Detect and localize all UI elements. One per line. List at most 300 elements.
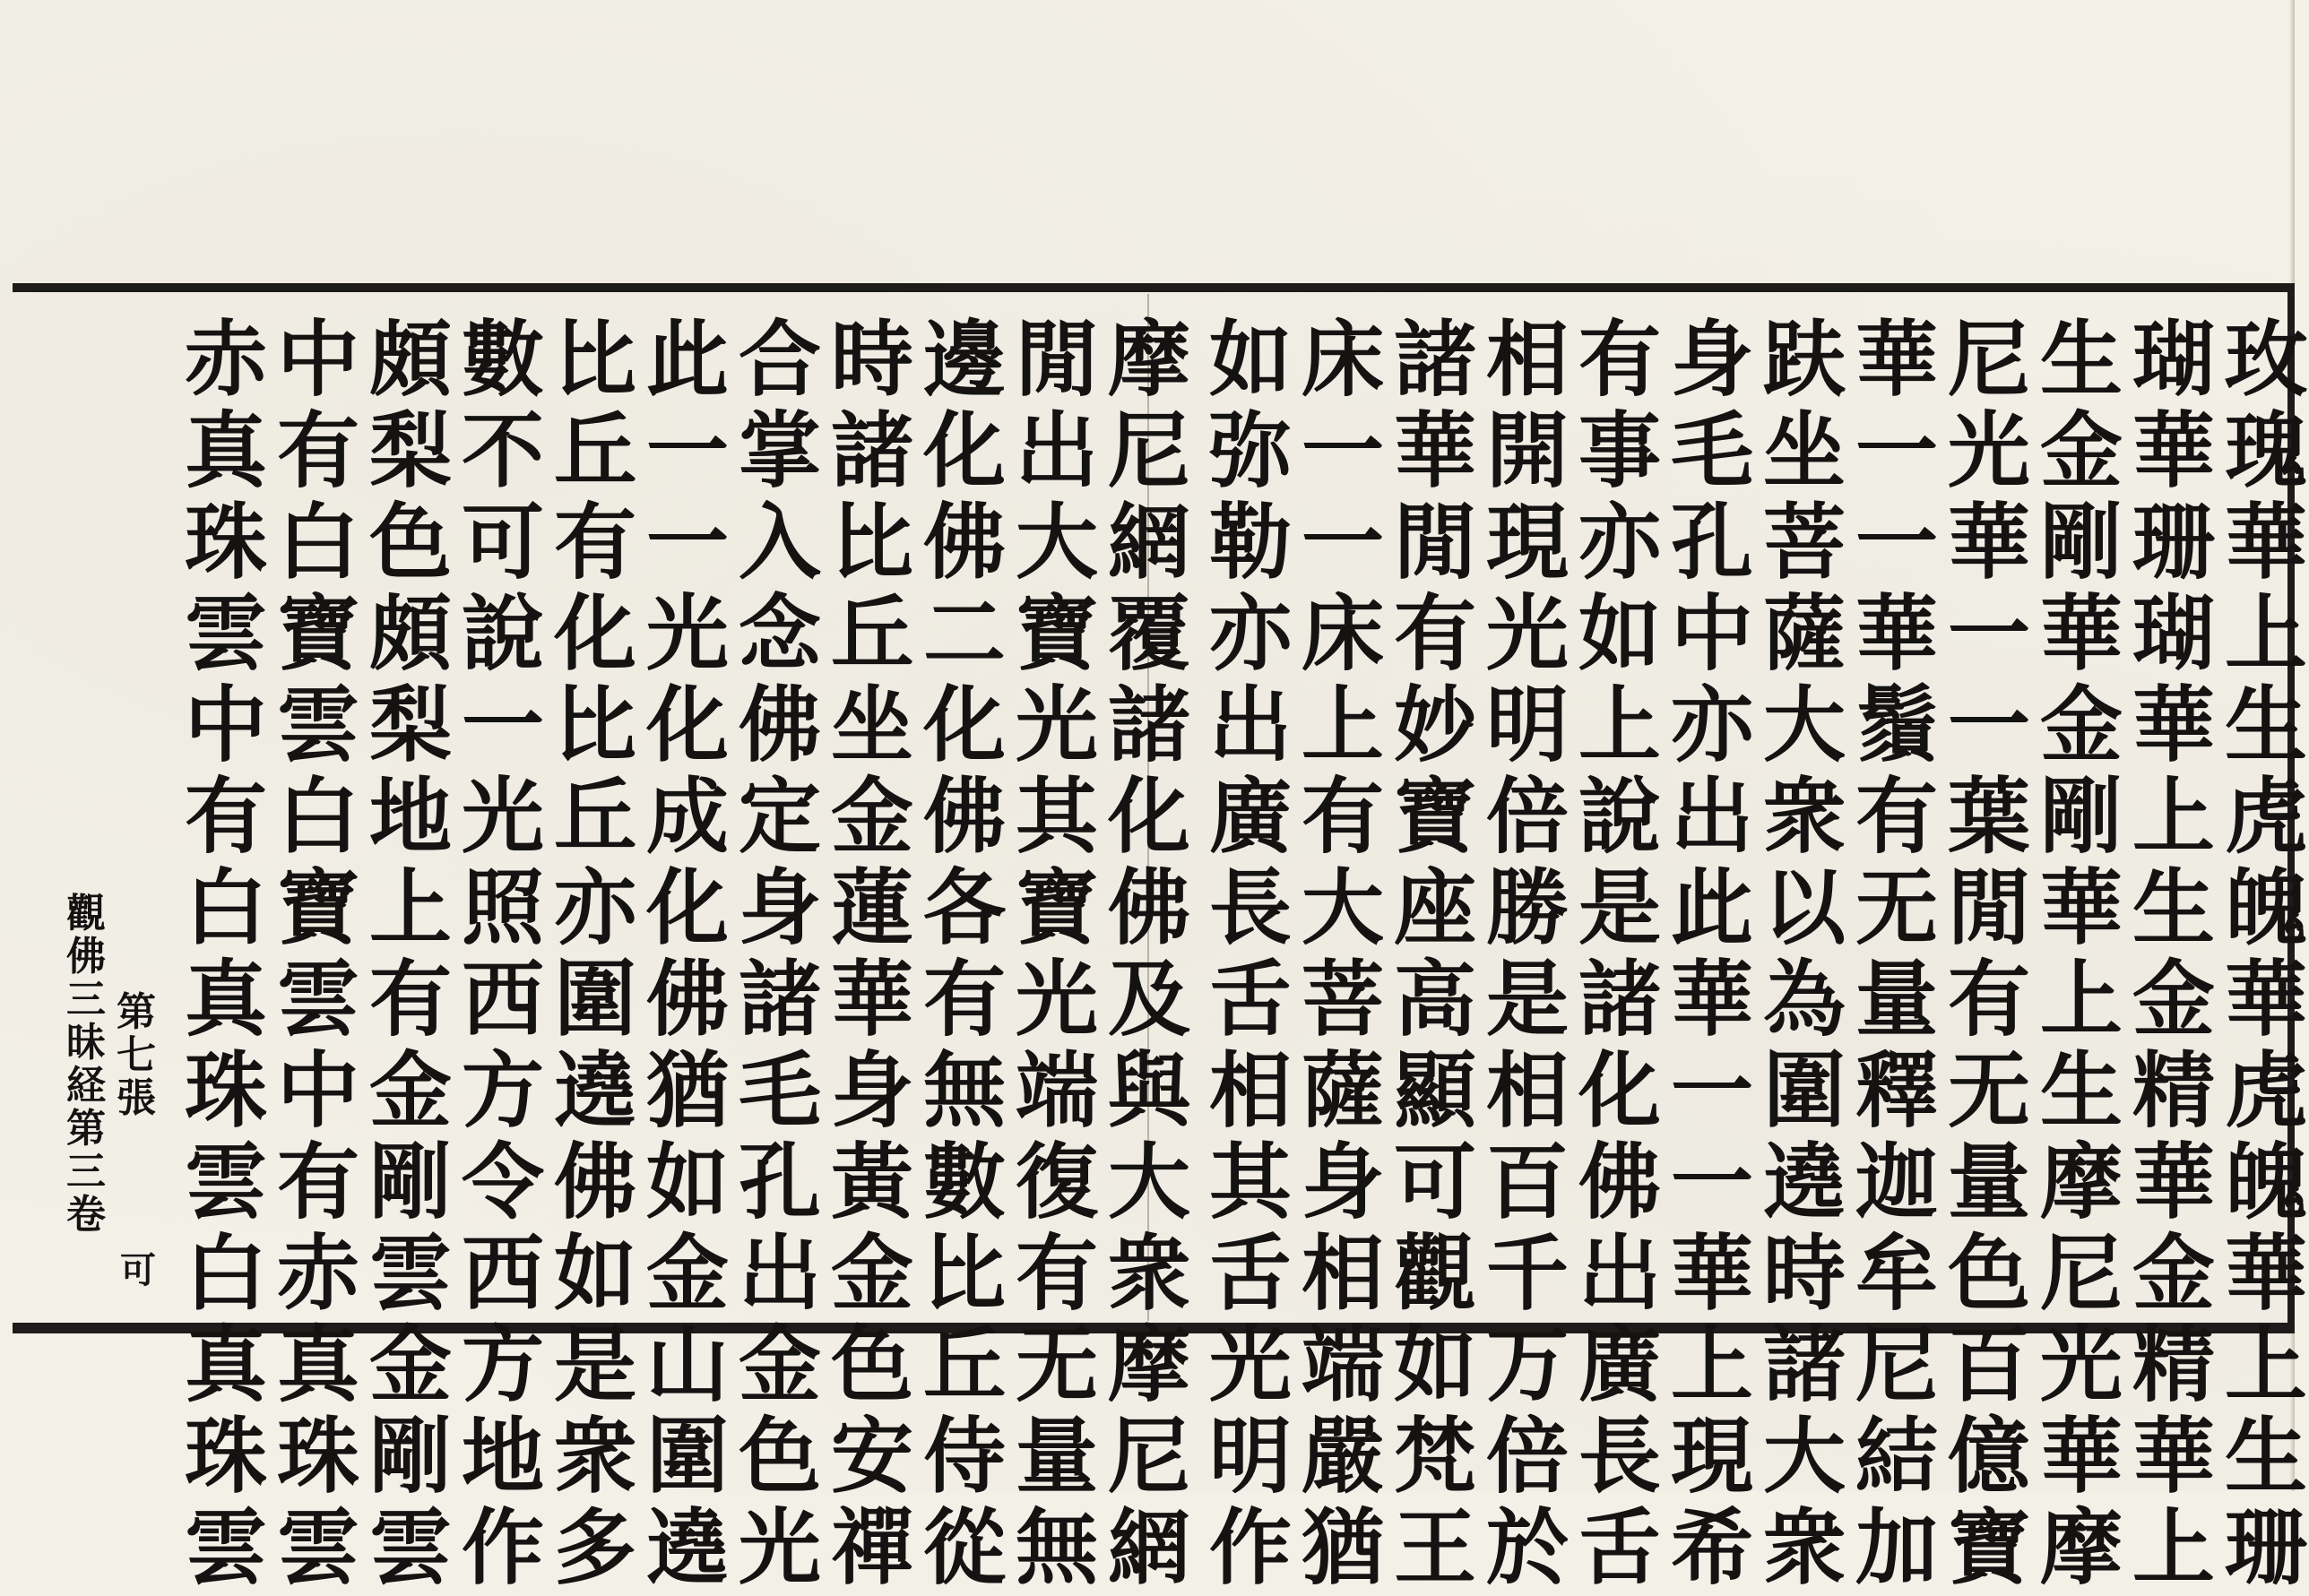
glyph: 剛 xyxy=(368,1408,452,1505)
glyph: 頗 xyxy=(368,585,452,682)
glyph: 念 xyxy=(738,585,821,682)
glyph: 生 xyxy=(2039,311,2123,408)
glyph: 時 xyxy=(1762,1225,1846,1322)
glyph: 猶 xyxy=(645,1042,729,1139)
glyph: 華 xyxy=(2039,1408,2123,1505)
glyph: 一 xyxy=(1855,494,1938,591)
glyph: 寶 xyxy=(276,585,359,682)
glyph: 復 xyxy=(1015,1134,1098,1230)
glyph: 梵 xyxy=(1393,1408,1476,1505)
glyph: 佛 xyxy=(922,494,1006,591)
glyph: 昧 xyxy=(66,1020,106,1065)
glyph: 地 xyxy=(461,1408,544,1505)
text-column xyxy=(1484,311,1570,1596)
glyph: 光 xyxy=(645,585,729,682)
glyph: 有 xyxy=(1015,1225,1098,1322)
glyph: 有 xyxy=(184,768,267,865)
glyph: 比 xyxy=(553,677,636,773)
glyph: 七 xyxy=(117,1032,156,1078)
glyph: 廣 xyxy=(1578,1316,1661,1413)
glyph: 趺 xyxy=(1762,311,1846,408)
glyph: 如 xyxy=(553,1225,636,1322)
glyph: 赤 xyxy=(184,311,267,408)
glyph: 方 xyxy=(461,1316,544,1413)
glyph: 諸 xyxy=(1393,311,1476,408)
glyph: 現 xyxy=(1670,1408,1753,1505)
glyph: 相 xyxy=(1485,1042,1569,1139)
glyph: 明 xyxy=(1485,677,1569,773)
glyph: 華 xyxy=(2224,1225,2307,1322)
glyph: 上 xyxy=(2224,1316,2307,1413)
glyph: 珠 xyxy=(276,1408,359,1505)
text-column xyxy=(829,311,915,1596)
glyph: 量 xyxy=(1855,951,1938,1048)
glyph: 勝 xyxy=(1485,859,1569,956)
glyph: 雲 xyxy=(276,677,359,773)
glyph: 此 xyxy=(645,311,729,408)
glyph: 閒 xyxy=(1393,494,1476,591)
glyph: 経 xyxy=(66,1063,106,1109)
glyph: 第 xyxy=(117,989,156,1035)
glyph: 禪 xyxy=(830,1499,913,1596)
glyph: 無 xyxy=(922,1042,1006,1139)
glyph: 有 xyxy=(1393,585,1476,682)
glyph: 一 xyxy=(645,402,729,499)
text-column xyxy=(2038,311,2124,1596)
glyph: 華 xyxy=(1670,1225,1753,1322)
glyph: 金 xyxy=(2132,951,2215,1048)
glyph: 毛 xyxy=(1670,402,1753,499)
glyph: 精 xyxy=(2132,1316,2215,1413)
glyph: 開 xyxy=(1485,402,1569,499)
glyph: 及 xyxy=(1107,951,1190,1048)
glyph: 一 xyxy=(1670,1134,1753,1230)
glyph: 虎 xyxy=(2224,768,2307,865)
glyph: 有 xyxy=(1947,951,2030,1048)
glyph: 量 xyxy=(1947,1134,2030,1230)
glyph: 寶 xyxy=(276,859,359,956)
glyph: 侍 xyxy=(922,1408,1006,1505)
glyph: 一 xyxy=(1301,494,1384,591)
glyph: 舌 xyxy=(1208,951,1292,1048)
glyph: 雲 xyxy=(184,1134,267,1230)
glyph: 說 xyxy=(1578,768,1661,865)
glyph: 金 xyxy=(368,1042,452,1139)
glyph: 不 xyxy=(461,402,544,499)
glyph: 第 xyxy=(66,1106,106,1152)
glyph: 上 xyxy=(2132,768,2215,865)
glyph: 從 xyxy=(922,1499,1006,1596)
glyph: 大 xyxy=(1015,494,1098,591)
glyph: 遶 xyxy=(553,1042,636,1139)
glyph: 珠 xyxy=(184,1408,267,1505)
glyph: 孔 xyxy=(738,1134,821,1230)
glyph: 玫 xyxy=(2224,311,2307,408)
glyph: 雲 xyxy=(276,1499,359,1596)
glyph: 結 xyxy=(1855,1408,1938,1505)
glyph: 掌 xyxy=(738,402,821,499)
glyph: 如 xyxy=(1208,311,1292,408)
text-column xyxy=(1761,311,1847,1596)
glyph: 希 xyxy=(1670,1499,1753,1596)
glyph: 鬚 xyxy=(1855,677,1938,773)
glyph: 一 xyxy=(645,494,729,591)
glyph: 可 xyxy=(461,494,544,591)
glyph: 丘 xyxy=(830,585,913,682)
glyph: 化 xyxy=(645,859,729,956)
glyph: 一 xyxy=(1947,677,2030,773)
glyph: 珊 xyxy=(2224,1499,2307,1596)
glyph: 梨 xyxy=(368,402,452,499)
glyph: 光 xyxy=(1015,951,1098,1048)
glyph: 有 xyxy=(368,951,452,1048)
text-column xyxy=(275,311,361,1596)
glyph: 安 xyxy=(830,1408,913,1505)
glyph: 比 xyxy=(553,311,636,408)
glyph: 床 xyxy=(1301,585,1384,682)
glyph: 是 xyxy=(1578,859,1661,956)
glyph: 赤 xyxy=(276,1225,359,1322)
top-border-rule xyxy=(13,283,2295,292)
glyph: 相 xyxy=(1208,1042,1292,1139)
glyph: 成 xyxy=(645,768,729,865)
glyph: 真 xyxy=(276,1316,359,1413)
glyph: 薩 xyxy=(1762,585,1846,682)
glyph: 相 xyxy=(1485,311,1569,408)
glyph: 一 xyxy=(1670,1042,1753,1139)
glyph: 華 xyxy=(2132,1408,2215,1505)
glyph: 亦 xyxy=(1578,494,1661,591)
glyph: 時 xyxy=(830,311,913,408)
glyph: 一 xyxy=(461,677,544,773)
glyph: 色 xyxy=(830,1316,913,1413)
glyph: 邊 xyxy=(922,311,1006,408)
glyph: 華 xyxy=(2039,859,2123,956)
glyph: 佛 xyxy=(553,1134,636,1230)
glyph: 摩 xyxy=(1107,1316,1190,1413)
glyph: 珊 xyxy=(2132,494,2215,591)
glyph: 梨 xyxy=(368,677,452,773)
text-column xyxy=(1207,311,1293,1596)
glyph: 佛 xyxy=(66,934,106,979)
glyph: 身 xyxy=(1670,311,1753,408)
glyph: 白 xyxy=(184,859,267,956)
glyph: 衆 xyxy=(1107,1225,1190,1322)
glyph: 上 xyxy=(1578,677,1661,773)
glyph: 亦 xyxy=(1208,585,1292,682)
glyph: 薩 xyxy=(1301,1042,1384,1139)
glyph: 黃 xyxy=(830,1134,913,1230)
glyph: 佛 xyxy=(645,951,729,1048)
glyph: 一 xyxy=(1301,402,1384,499)
glyph: 大 xyxy=(1762,1408,1846,1505)
glyph: 百 xyxy=(1947,1316,2030,1413)
glyph: 魄 xyxy=(2224,859,2307,956)
glyph: 有 xyxy=(553,494,636,591)
glyph: 摩 xyxy=(1107,311,1190,408)
glyph: 一 xyxy=(1855,402,1938,499)
text-column xyxy=(368,311,454,1596)
glyph: 比 xyxy=(922,1225,1006,1322)
glyph: 其 xyxy=(1208,1134,1292,1230)
glyph: 丘 xyxy=(553,402,636,499)
glyph: 華 xyxy=(1855,311,1938,408)
glyph: 珠 xyxy=(184,494,267,591)
glyph: 葉 xyxy=(1947,768,2030,865)
glyph: 大 xyxy=(1762,677,1846,773)
glyph: 華 xyxy=(1855,585,1938,682)
glyph: 華 xyxy=(2224,951,2307,1048)
glyph: 長 xyxy=(1578,1408,1661,1505)
glyph: 衆 xyxy=(553,1408,636,1505)
glyph: 西 xyxy=(461,1225,544,1322)
glyph: 雲 xyxy=(276,951,359,1048)
glyph: 億 xyxy=(1947,1408,2030,1505)
glyph: 雲 xyxy=(368,1225,452,1322)
glyph: 身 xyxy=(830,1042,913,1139)
glyph: 諸 xyxy=(1107,677,1190,773)
text-column xyxy=(737,311,823,1596)
glyph: 三 xyxy=(66,1149,106,1195)
glyph: 端 xyxy=(1015,1042,1098,1139)
glyph: 万 xyxy=(1485,1316,1569,1413)
glyph: 諸 xyxy=(1578,951,1661,1048)
glyph: 倍 xyxy=(1485,768,1569,865)
glyph: 如 xyxy=(1393,1316,1476,1413)
glyph: 光 xyxy=(1208,1316,1292,1413)
glyph: 金 xyxy=(2039,677,2123,773)
glyph: 佛 xyxy=(1107,859,1190,956)
glyph: 尼 xyxy=(1107,402,1190,499)
text-column xyxy=(1669,311,1755,1596)
text-column xyxy=(1014,311,1100,1596)
glyph: 坐 xyxy=(1762,402,1846,499)
glyph: 生 xyxy=(2224,1408,2307,1505)
glyph: 合 xyxy=(738,311,821,408)
glyph: 圍 xyxy=(553,951,636,1048)
glyph: 華 xyxy=(2132,402,2215,499)
glyph: 无 xyxy=(1947,1042,2030,1139)
glyph: 觀 xyxy=(66,891,106,936)
glyph: 雲 xyxy=(368,1499,452,1596)
glyph: 金 xyxy=(830,1225,913,1322)
glyph: 遶 xyxy=(645,1499,729,1596)
glyph: 尼 xyxy=(1947,311,2030,408)
glyph: 千 xyxy=(1485,1225,1569,1322)
glyph: 白 xyxy=(276,768,359,865)
glyph: 釋 xyxy=(1855,1042,1938,1139)
glyph: 化 xyxy=(1107,768,1190,865)
glyph: 與 xyxy=(1107,1042,1190,1139)
glyph: 瑚 xyxy=(2132,585,2215,682)
glyph: 寶 xyxy=(1393,768,1476,865)
text-block xyxy=(13,283,2307,1596)
glyph: 上 xyxy=(2132,1499,2215,1596)
glyph: 長 xyxy=(1208,859,1292,956)
glyph: 金 xyxy=(2132,1225,2215,1322)
glyph: 可 xyxy=(1393,1134,1476,1230)
glyph: 數 xyxy=(461,311,544,408)
glyph: 金 xyxy=(2039,402,2123,499)
glyph: 數 xyxy=(922,1134,1006,1230)
glyph: 地 xyxy=(368,768,452,865)
glyph: 上 xyxy=(1670,1316,1753,1413)
glyph: 金 xyxy=(830,768,913,865)
glyph: 圍 xyxy=(1762,1042,1846,1139)
glyph: 王 xyxy=(1393,1499,1476,1596)
glyph: 中 xyxy=(276,311,359,408)
glyph: 身 xyxy=(738,859,821,956)
glyph: 菩 xyxy=(1301,951,1384,1048)
glyph: 顯 xyxy=(1393,1042,1476,1139)
glyph: 寶 xyxy=(1015,859,1098,956)
glyph: 中 xyxy=(276,1042,359,1139)
glyph: 剛 xyxy=(368,1134,452,1230)
glyph: 頗 xyxy=(368,311,452,408)
glyph: 珠 xyxy=(184,1042,267,1139)
glyph: 現 xyxy=(1485,494,1569,591)
glyph: 以 xyxy=(1762,859,1846,956)
glyph: 光 xyxy=(1485,585,1569,682)
text-column xyxy=(1300,311,1386,1596)
glyph: 閒 xyxy=(1015,311,1098,408)
text-column xyxy=(2131,311,2217,1596)
glyph: 華 xyxy=(830,951,913,1048)
glyph: 佛 xyxy=(922,768,1006,865)
glyph: 舌 xyxy=(1578,1499,1661,1596)
glyph: 閒 xyxy=(1947,859,2030,956)
glyph: 諸 xyxy=(830,402,913,499)
glyph: 金 xyxy=(645,1225,729,1322)
glyph: 中 xyxy=(184,677,267,773)
glyph: 華 xyxy=(2132,1134,2215,1230)
glyph: 說 xyxy=(461,585,544,682)
glyph: 各 xyxy=(922,859,1006,956)
carver-mark: 可 xyxy=(120,1249,156,1291)
sutra-title-colophon xyxy=(59,893,113,1269)
text-column xyxy=(1854,311,1940,1596)
glyph: 華 xyxy=(1947,494,2030,591)
glyph: 大 xyxy=(1107,1134,1190,1230)
glyph: 三 xyxy=(66,977,106,1022)
glyph: 端 xyxy=(1301,1316,1384,1413)
glyph: 妙 xyxy=(1393,677,1476,773)
glyph: 卷 xyxy=(66,1192,106,1238)
glyph: 亦 xyxy=(553,859,636,956)
glyph: 華 xyxy=(2039,585,2123,682)
glyph: 光 xyxy=(1015,677,1098,773)
glyph: 為 xyxy=(1762,951,1846,1048)
glyph: 蓮 xyxy=(830,859,913,956)
glyph: 觀 xyxy=(1393,1225,1476,1322)
glyph: 華 xyxy=(1670,951,1753,1048)
glyph: 如 xyxy=(1578,585,1661,682)
glyph: 事 xyxy=(1578,402,1661,499)
glyph: 加 xyxy=(1855,1499,1938,1596)
glyph: 魄 xyxy=(2224,1134,2307,1230)
glyph: 有 xyxy=(1301,768,1384,865)
glyph: 一 xyxy=(1947,585,2030,682)
glyph: 明 xyxy=(1208,1408,1292,1505)
glyph: 上 xyxy=(1301,677,1384,773)
glyph: 摩 xyxy=(2039,1134,2123,1230)
glyph: 有 xyxy=(276,1134,359,1230)
glyph: 諸 xyxy=(738,951,821,1048)
glyph: 尼 xyxy=(1855,1316,1938,1413)
glyph: 坐 xyxy=(830,677,913,773)
glyph: 毛 xyxy=(738,1042,821,1139)
glyph: 作 xyxy=(461,1499,544,1596)
glyph: 寶 xyxy=(1015,585,1098,682)
glyph: 照 xyxy=(461,859,544,956)
text-column xyxy=(1392,311,1478,1596)
glyph: 圍 xyxy=(645,1408,729,1505)
glyph: 入 xyxy=(738,494,821,591)
text-column xyxy=(183,311,269,1596)
glyph: 化 xyxy=(922,677,1006,773)
glyph: 如 xyxy=(645,1134,729,1230)
glyph: 白 xyxy=(276,494,359,591)
glyph: 倍 xyxy=(1485,1408,1569,1505)
glyph: 金 xyxy=(368,1316,452,1413)
glyph: 菩 xyxy=(1762,494,1846,591)
glyph: 光 xyxy=(1947,402,2030,499)
glyph: 遶 xyxy=(1762,1134,1846,1230)
glyph: 相 xyxy=(1301,1225,1384,1322)
glyph: 有 xyxy=(922,951,1006,1048)
glyph: 色 xyxy=(738,1408,821,1505)
glyph: 色 xyxy=(368,494,452,591)
glyph: 座 xyxy=(1393,859,1476,956)
glyph: 弥 xyxy=(1208,402,1292,499)
glyph: 量 xyxy=(1015,1408,1098,1505)
glyph: 床 xyxy=(1301,311,1384,408)
glyph: 真 xyxy=(184,1316,267,1413)
glyph: 衆 xyxy=(1762,1499,1846,1596)
glyph: 金 xyxy=(738,1316,821,1413)
glyph: 衆 xyxy=(1762,768,1846,865)
glyph: 上 xyxy=(368,859,452,956)
glyph: 山 xyxy=(645,1316,729,1413)
glyph: 有 xyxy=(276,402,359,499)
text-column xyxy=(1577,311,1663,1596)
glyph: 方 xyxy=(461,1042,544,1139)
glyph: 雲 xyxy=(184,585,267,682)
glyph: 真 xyxy=(184,402,267,499)
glyph: 出 xyxy=(1670,768,1753,865)
glyph: 上 xyxy=(2039,951,2123,1048)
glyph: 生 xyxy=(2224,677,2307,773)
glyph: 迦 xyxy=(1855,1134,1938,1230)
glyph: 其 xyxy=(1015,768,1098,865)
glyph: 光 xyxy=(461,768,544,865)
leaf-number xyxy=(109,991,163,1120)
glyph: 瑚 xyxy=(2132,311,2215,408)
glyph: 無 xyxy=(1015,1499,1098,1596)
glyph: 猶 xyxy=(1301,1499,1384,1596)
glyph: 張 xyxy=(117,1075,156,1121)
text-column xyxy=(1106,311,1192,1596)
glyph: 令 xyxy=(461,1134,544,1230)
glyph: 網 xyxy=(1107,494,1190,591)
text-column xyxy=(2223,311,2309,1596)
glyph: 諸 xyxy=(1762,1316,1846,1413)
glyph: 佛 xyxy=(738,677,821,773)
glyph: 剛 xyxy=(2039,768,2123,865)
glyph: 多 xyxy=(553,1499,636,1596)
glyph: 佛 xyxy=(1578,1134,1661,1230)
glyph: 孔 xyxy=(1670,494,1753,591)
